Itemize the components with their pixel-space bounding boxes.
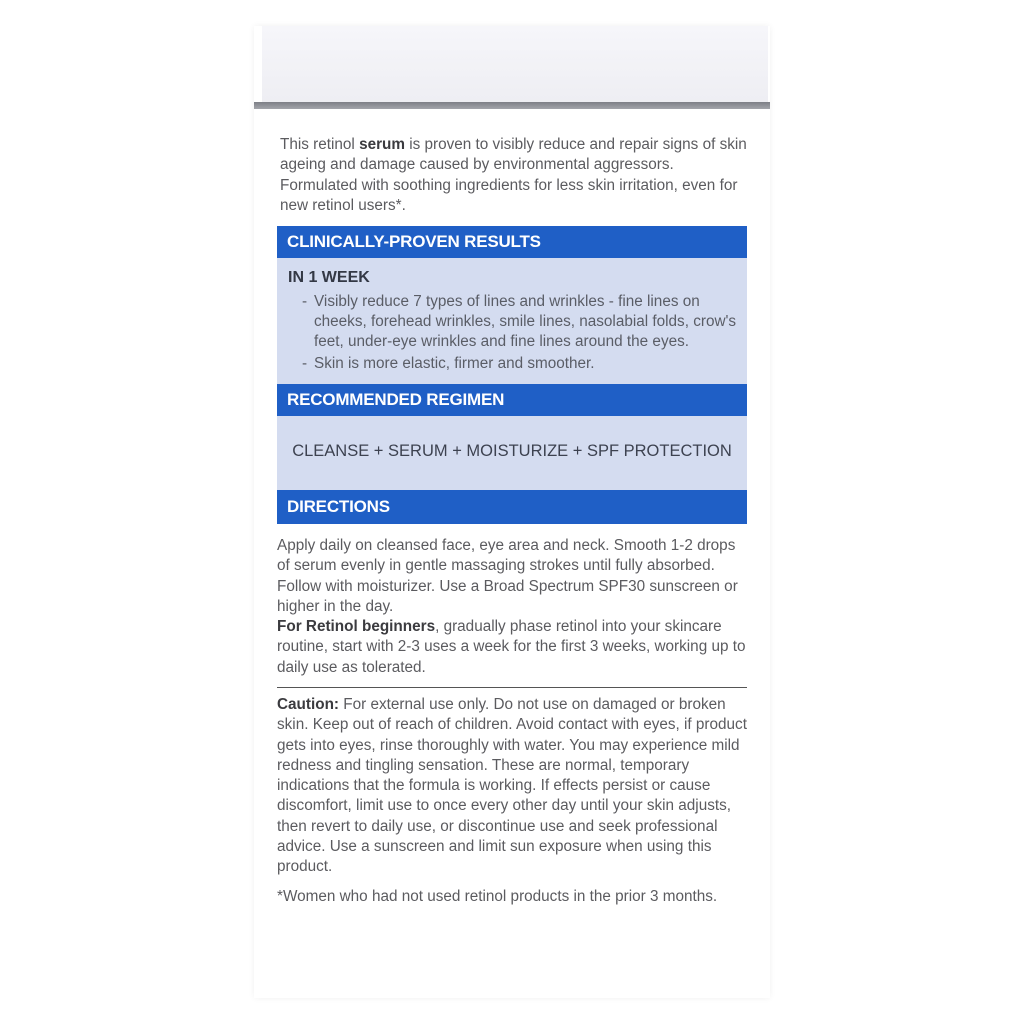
list-item: - Visibly reduce 7 types of lines and wrinkles - fine lines on cheeks, forehead wrinkles, smile lines, nasolabial folds, crow's feet, under-eye wrinkles and fine lines around the eyes. bbox=[302, 293, 737, 350]
divider bbox=[277, 687, 747, 688]
directions-text: Apply daily on cleansed face, eye area and neck. Smooth 1-2 drops of serum evenly in gentle massaging strokes until fully absorbed. Follow with moisturizer. Use a Broad Spectrum SPF30 sunscreen or higher in the day. For Retinol beginners, gradually phase retinol into your skincare routine, start with 2-3 uses a week for the first 3 weeks, working up to daily use as tolerated. bbox=[277, 537, 746, 676]
intro-paragraph: This retinol serum is proven to visibly reduce and repair signs of skin ageing and damage caused by environmental aggressors. Formulated with soothing ingredients for less skin irritation, even for new retinol users*. bbox=[280, 136, 747, 214]
beginners-label: For Retinol beginners bbox=[277, 618, 436, 636]
results-subheading: IN 1 WEEK bbox=[288, 269, 370, 286]
directions-heading: DIRECTIONS bbox=[277, 490, 747, 524]
results-bullets bbox=[302, 292, 742, 374]
footnote: *Women who had not used retinol products in the prior 3 months. bbox=[277, 888, 718, 905]
list-item: - Skin is more elastic, firmer and smoother. bbox=[302, 355, 595, 372]
regimen-heading: RECOMMENDED REGIMEN bbox=[277, 384, 747, 416]
box-top-flap bbox=[262, 26, 768, 102]
intro-bold-word: serum bbox=[359, 136, 405, 153]
results-heading: CLINICALLY-PROVEN RESULTS bbox=[277, 226, 747, 258]
regimen-text: CLEANSE + SERUM + MOISTURIZE + SPF PROTECTION bbox=[292, 442, 732, 460]
caution-label: Caution: bbox=[277, 696, 340, 713]
caution-text: Caution: For external use only. Do not use on damaged or broken skin. Keep out of reach of children. Avoid contact with eyes, if product gets into eyes, rinse thoroughly with water. You may experience mild redness and tingling sensation. These are normal, temporary indications that the formula is working. If effects persist or cause discomfort, limit use to once every other day until your skin adjusts, then revert to daily use, or discontinue use and seek professional advice. Use a sunscreen and limit sun exposure when using this product. bbox=[277, 696, 747, 876]
box-top-rule bbox=[254, 102, 770, 109]
